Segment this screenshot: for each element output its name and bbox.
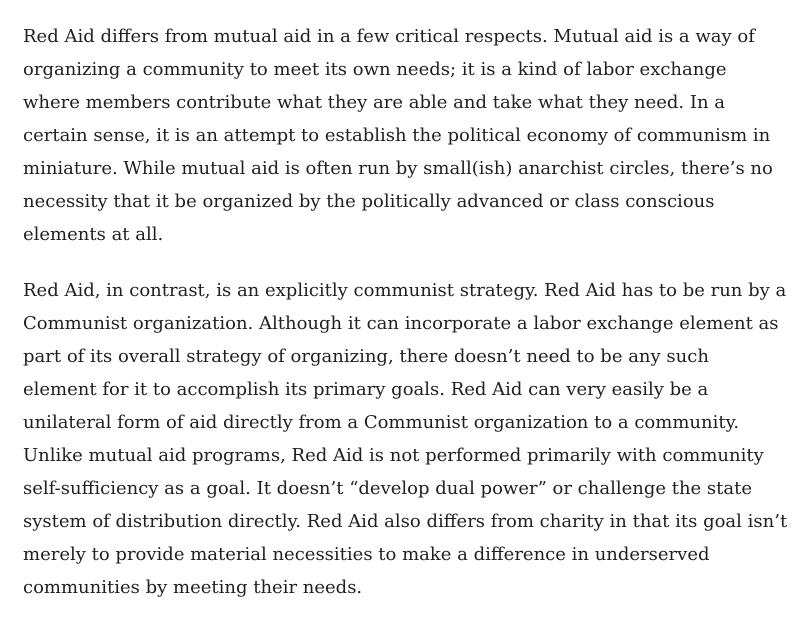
- paragraph-mutual-aid: Red Aid differs from mutual aid in a few critical respects. Mutual aid is a way of organizing a community to meet its own needs; it is a kind of labor exchange where members contribute what they are able and take what they need. In a certain sense, it is an attempt to establish the political economy of communism in miniature. While mutual aid is often run by small(ish) anarchist circles, there’s no necessity that it be organized by the politically advanced or class conscious elements at all.: [23, 26, 773, 245]
- article-body: [23, 20, 788, 604]
- paragraph-red-aid: Red Aid, in contrast, is an explicitly communist strategy. Red Aid has to be run by a Communist organization. Although it can incorporate a labor exchange element as part of its overall strategy of organizing, there doesn’t need to be any such element for it to accomplish its primary goals. Red Aid can very easily be a unilateral form of aid directly from a Communist organization to a community. Unlike mutual aid programs, Red Aid is not performed primarily with community self-sufficiency as a goal. It doesn’t “develop dual power” or challenge the state system of distribution directly. Red Aid also differs from charity in that its goal isn’t merely to provide material necessities to make a difference in underserved communities by meeting their needs.: [23, 280, 788, 598]
